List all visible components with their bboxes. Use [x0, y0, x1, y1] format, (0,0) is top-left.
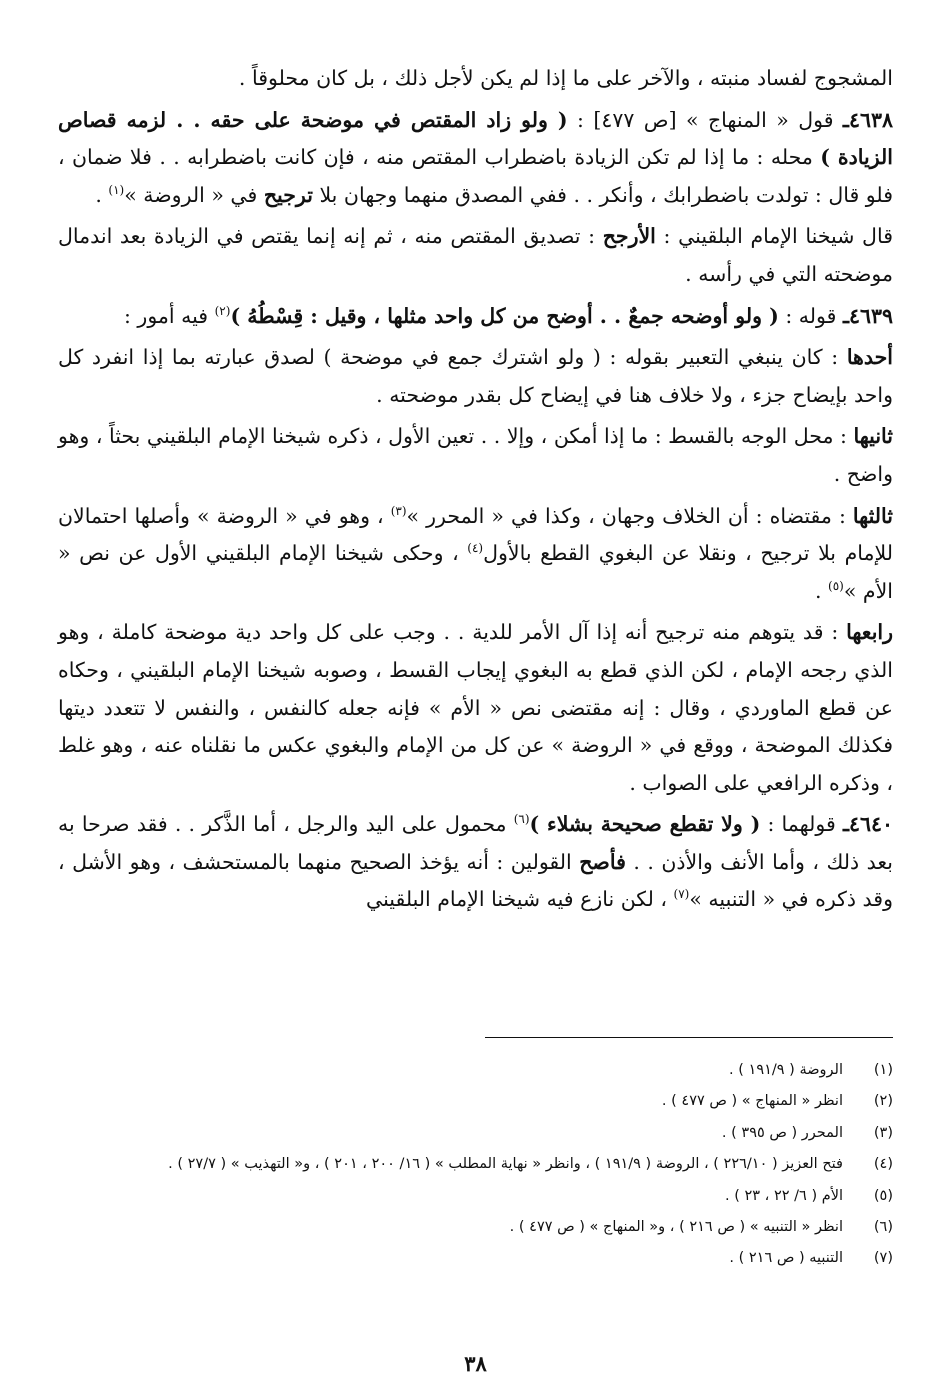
- paragraph: [58, 218, 893, 293]
- bold-text: ( ولو أوضحه جمعٌ . . أوضح من كل واحد مثلها ، وقيل : قِسْطُهُ ): [230, 303, 779, 328]
- footnote-number: (٣): [873, 1124, 893, 1141]
- bold-text: ترجيح: [263, 182, 313, 207]
- footnote-ref: (٣): [390, 503, 407, 518]
- paragraph: [58, 60, 893, 98]
- text-segment: : محل الوجه بالقسط : ما إذا أمكن ، وإلا . . تعين الأول ، ذكره شيخنا الإمام البلقيني بحثاً ، وهو واضح .: [58, 424, 893, 486]
- bold-text: ثانيها: [853, 424, 893, 449]
- paragraph: [58, 298, 893, 336]
- footnote-text: التنبيه ( ص ٢١٦ ) .: [729, 1250, 843, 1267]
- bold-text: فأصح: [579, 849, 626, 874]
- footnote-text: الروضة ( ١٩١/٩ ) .: [729, 1062, 843, 1078]
- footnote-separator: [485, 1037, 893, 1038]
- bold-text: ( ولو زاد المقتص في موضحة على حقه . . لزمه قصاص الزيادة ): [58, 107, 893, 170]
- text-segment: .: [814, 578, 829, 603]
- text-segment: محمول على اليد والرجل ، أما الذَّكر . . فقد صرحا به بعد ذلك ، وأما الأنف والأذن . .: [58, 812, 893, 874]
- footnote-number: (٢): [873, 1093, 893, 1110]
- text-segment: ، لكن نازع فيه شيخنا الإمام البلقيني: [365, 887, 674, 912]
- text-segment: القولين : أنه يؤخذ الصحيح منهما بالمستحشف ، وهو الأشل ، وقد ذكره في « التنبيه »: [58, 849, 893, 912]
- text-segment: في « الروضة »: [124, 182, 264, 207]
- paragraph: [58, 339, 893, 414]
- text-segment: : كان ينبغي التعبير بقوله : ( ولو اشترك جمع في موضحة ) لصدق عبارته بما إذا انفرد كل واحد بإيضاح جزء ، ولا خلاف هنا في إيضاح كل بقدر موضحته .: [58, 345, 893, 407]
- footnote-text: المحرر ( ص ٣٩٥ ) .: [721, 1124, 843, 1141]
- footnote-ref: (٦): [513, 812, 530, 827]
- footnote-ref: (٧): [673, 887, 690, 902]
- paragraph: [58, 498, 893, 611]
- footnote-ref: (٤): [467, 541, 484, 556]
- footnote-text: الأم ( ٦/ ٢٢ ، ٢٣ ) .: [725, 1187, 843, 1204]
- text-segment: قولهما :: [760, 812, 843, 837]
- bold-text: ( ولا تقطع صحيحة بشلاء ): [529, 812, 761, 837]
- footnote-number: (٧): [873, 1250, 893, 1267]
- footnote-number: (٤): [873, 1156, 893, 1173]
- bold-text: الأرجح: [602, 224, 656, 249]
- footnote-ref: (٢): [214, 303, 231, 318]
- text-segment: : تصديق المقتص منه ، ثم إنه إنما يقتص في الزيادة بعد اندمال موضحته التي في رأسه .: [58, 224, 893, 286]
- footnote-number: (٦): [873, 1219, 893, 1236]
- book-page: [58, 60, 893, 1380]
- text-segment: قال شيخنا الإمام البلقيني :: [655, 224, 893, 249]
- footnote-text: فتح العزيز ( ٢٢٦/١٠ ) ، الروضة ( ١٩١/٩ ) ، وانظر « نهاية المطلب » ( ١٦/ ٢٠٠ ، ٢٠١ ) ، و« التهذيب » ( ٢٧/٧ ) .: [168, 1156, 843, 1173]
- footnote-ref: (٥): [828, 578, 844, 593]
- text-segment: : قد يتوهم منه ترجيح أنه إذا آل الأمر للدية . . وجب على كل واحد دية موضحة كاملة ، وهو الذي رجحه الإمام ، لكن الذي قطع به البغوي إيجاب القسط ، وصوبه شيخنا الإمام البلقيني ، وحكاه عن قطع الماوردي ، وقال : إنه مقتضى نص « الأم » فإنه جعله كالنفس ، والنفس لا تتعدد ديتها فكذلك الموضحة ، ووقع في « الروضة » عن كل من الإمام والبغوي عكس ما نقلناه عنه ، وهو غلط ، وذكره الرافعي على الصواب .: [58, 620, 893, 795]
- footnote: [58, 1086, 893, 1117]
- bold-text: ٤٦٣٨ـ: [842, 107, 893, 132]
- paragraph: [58, 614, 893, 802]
- bold-text: ٤٦٤٠ـ: [842, 812, 893, 837]
- footnote-number: (١): [873, 1062, 893, 1078]
- paragraph: [58, 418, 893, 493]
- text-segment: ، وحكى شيخنا الإمام البلقيني الأول عن نص « الأم »: [58, 541, 893, 603]
- text-segment: .: [95, 182, 109, 207]
- bold-text: ثالثها: [852, 503, 894, 528]
- footnote-text: انظر « المنهاج » ( ص ٤٧٧ ) .: [661, 1093, 843, 1110]
- footnote: [58, 1055, 893, 1086]
- footnote: [58, 1212, 893, 1243]
- footnote-ref: (١): [108, 182, 125, 197]
- paragraph: [58, 102, 893, 215]
- footnote: [58, 1149, 893, 1180]
- paragraph: [58, 806, 893, 919]
- text-segment: قول « المنهاج » [ص ٤٧٧] :: [567, 107, 843, 132]
- footnote: [58, 1181, 893, 1212]
- text-segment: قوله :: [778, 303, 843, 328]
- bold-text: أحدها: [846, 345, 893, 370]
- text-segment: ، وهو في « الروضة » وأصلها احتمالان للإمام بلا ترجيح ، ونقلا عن البغوي القطع بالأول: [58, 503, 893, 566]
- bold-text: رابعها: [846, 620, 893, 645]
- body-text: [58, 60, 893, 919]
- text-segment: فيه أمور :: [124, 303, 215, 328]
- text-segment: محله : ما إذا لم تكن الزيادة باضطراب المقتص منه ، فإن كانت باضطرابه . . فلا ضمان ، فلو قال : تولدت باضطرابك ، وأنكر . . ففي المصدق منهما وجهان بلا: [58, 145, 893, 207]
- text-segment: : مقتضاه : أن الخلاف وجهان ، وكذا في « المحرر »: [406, 503, 853, 528]
- page-number: ٣٨: [464, 1351, 487, 1376]
- footnotes: [58, 1055, 893, 1275]
- footnote-text: انظر « التنبيه » ( ص ٢١٦ ) ، و« المنهاج » ( ص ٤٧٧ ) .: [509, 1219, 843, 1236]
- footnote-number: (٥): [873, 1187, 893, 1204]
- footnote: [58, 1118, 893, 1149]
- footnote: [58, 1243, 893, 1274]
- text-segment: المشجوج لفساد منبته ، والآخر على ما إذا لم يكن لأجل ذلك ، بل كان محلوقاً .: [238, 66, 893, 90]
- bold-text: ٤٦٣٩ـ: [842, 303, 893, 328]
